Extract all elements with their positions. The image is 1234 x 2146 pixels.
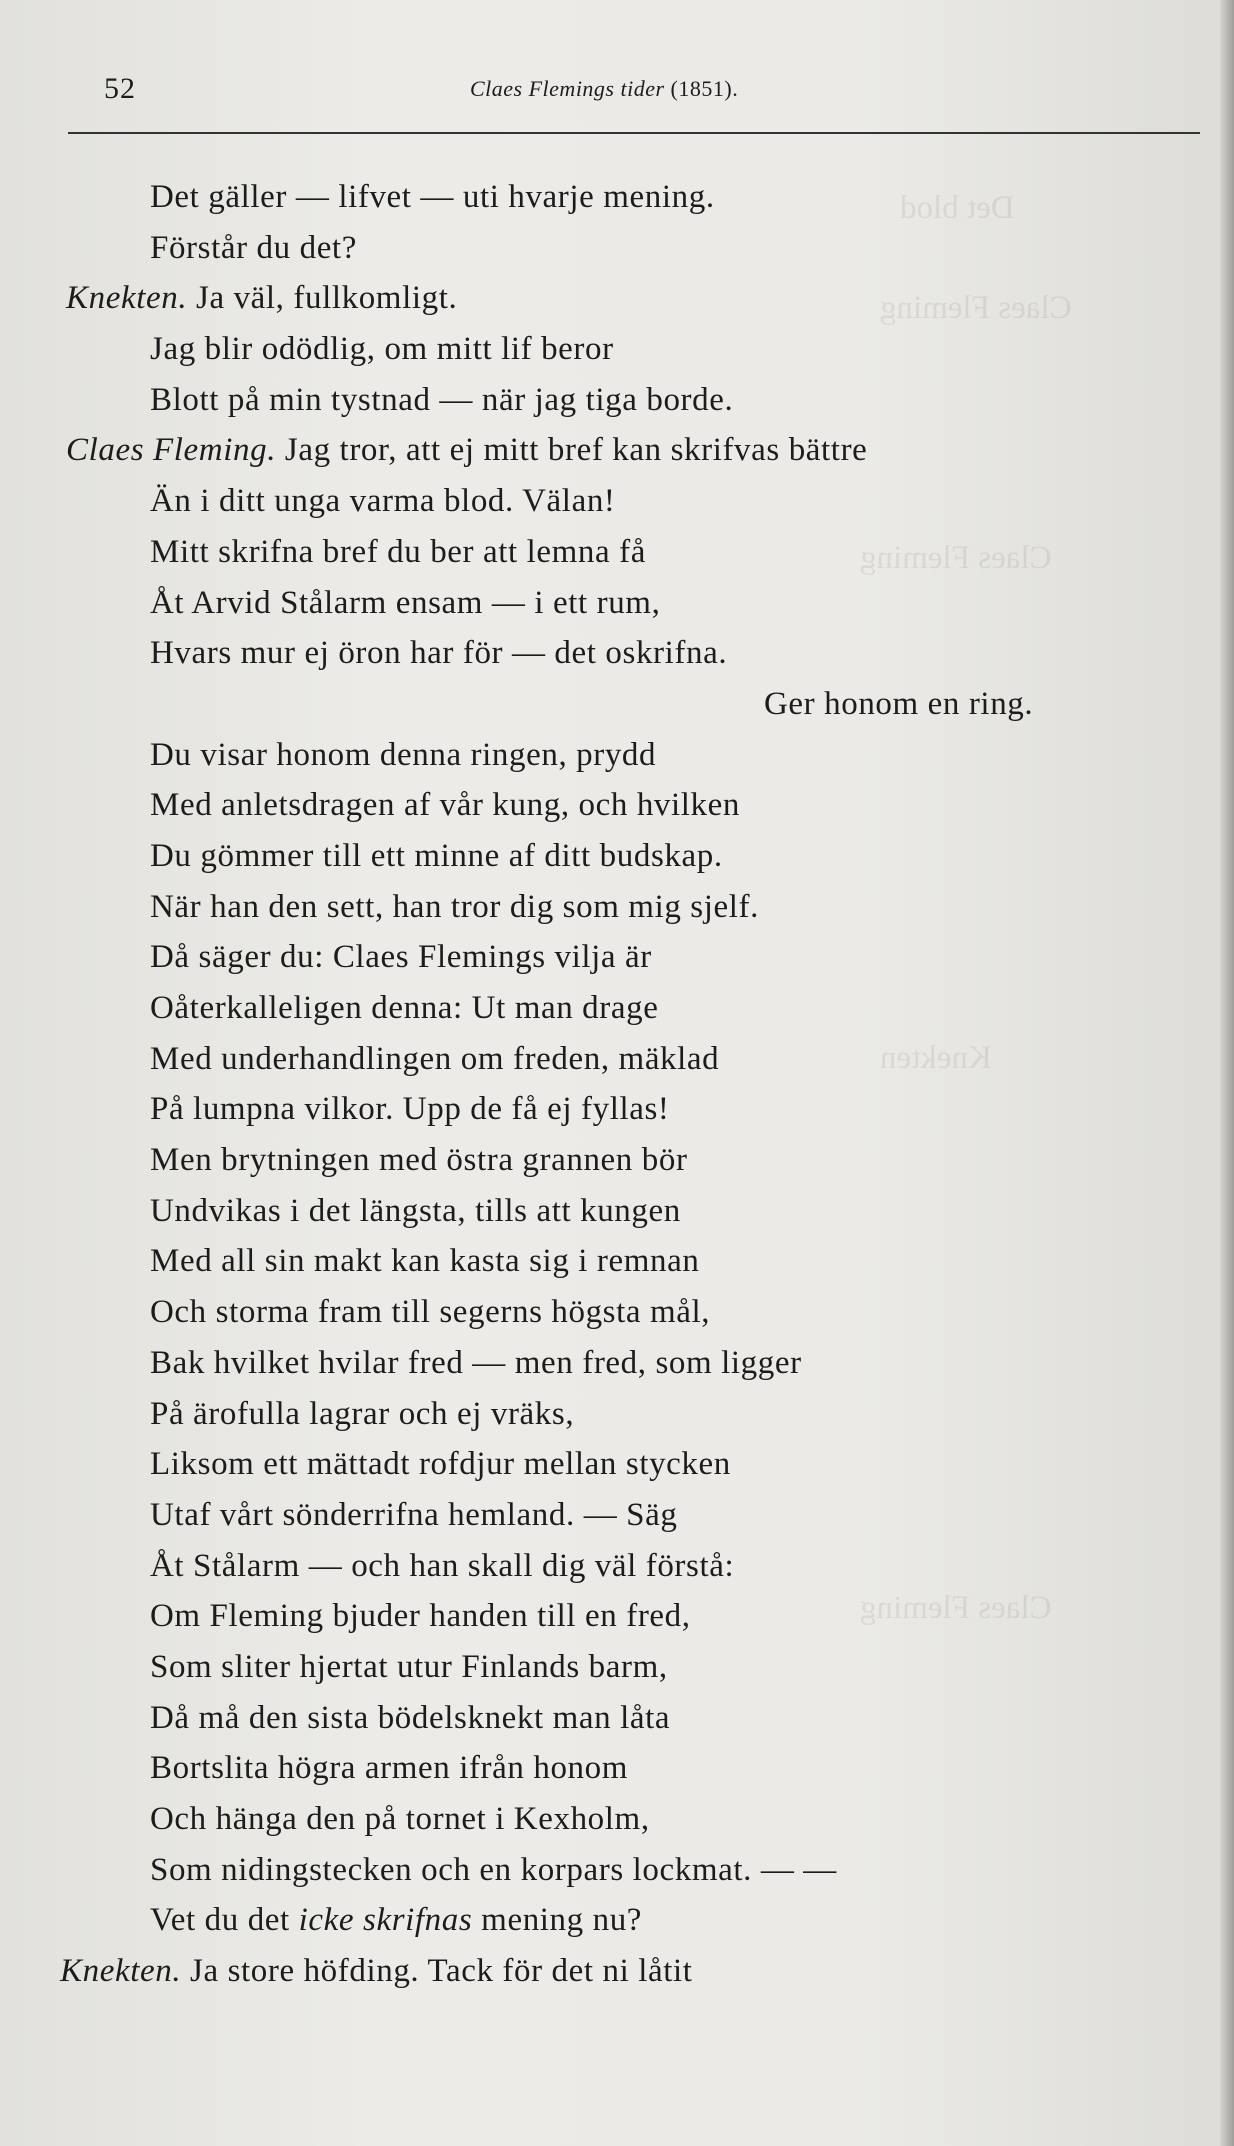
verse-fragment: mening nu? (472, 1902, 643, 1939)
verse-line: Bortslita högra armen ifrån honom (150, 1750, 629, 1787)
verse-line: Förstår du det? (150, 229, 357, 266)
bleed-through-3: Claes Fleming (860, 540, 1052, 576)
speech-text: Ja store höfding. Tack för det ni låtit (190, 1953, 693, 1990)
verse-line: Om Fleming bjuder handen till en fred, (150, 1598, 691, 1635)
verse-line: Med underhandlingen om freden, mäklad (150, 1040, 720, 1077)
verse-line: Som sliter hjertat utur Finlands barm, (150, 1648, 668, 1685)
running-head-year: (1851). (670, 76, 739, 101)
verse-line: Då säger du: Claes Flemings vilja är (150, 939, 652, 976)
verse-line: Undvikas i det längsta, tills att kungen (150, 1192, 681, 1229)
verse-line: Utaf vårt sönderrifna hemland. — Säg (150, 1496, 678, 1533)
verse-line: På lumpna vilkor. Upp de få ej fyllas! (150, 1091, 670, 1128)
emphasis-text: icke skrifnas (298, 1902, 473, 1939)
bleed-through-5: Claes Fleming (860, 1590, 1052, 1626)
running-head (470, 76, 738, 102)
verse-fragment: Vet du det (150, 1902, 299, 1939)
verse-line: Åt Arvid Stålarm ensam — i ett rum, (150, 584, 661, 621)
verse-line: Åt Stålarm — och han skall dig väl förstå: (150, 1547, 735, 1584)
speaker-name: Knekten. (60, 1953, 182, 1990)
page-header (0, 72, 1234, 112)
stage-direction: Ger honom en ring. (764, 685, 1034, 722)
verse-line: Blott på min tystnad — när jag tiga borde. (150, 381, 734, 418)
verse-line: När han den sett, han tror dig som mig sjelf. (150, 888, 759, 925)
verse-line: Det gäller — lifvet — uti hvarje mening. (150, 179, 715, 215)
verse-line: Men brytningen med östra grannen bör (150, 1142, 688, 1179)
verse-line: Och hänga den på tornet i Kexholm, (150, 1801, 650, 1837)
speech-text: Jag tror, att ej mitt bref kan skrifvas bättre (284, 432, 868, 469)
header-rule (68, 132, 1200, 134)
verse-line: Än i ditt unga varma blod. Välan! (150, 483, 616, 520)
verse-line: Som nidingstecken och en korpars lockmat. — — (150, 1851, 837, 1888)
verse-line: Oåterkalleligen denna: Ut man drage (150, 990, 659, 1026)
text-body (0, 172, 1234, 1997)
verse-line: Då må den sista bödelsknekt man låta (150, 1699, 671, 1736)
verse-line: Hvars mur ej öron har för — det oskrifna. (150, 635, 728, 672)
verse-line: Jag blir odödlig, om mitt lif beror (150, 331, 614, 368)
running-head-title: Claes Flemings tider (470, 76, 665, 101)
verse-line: Bak hvilket hvilar fred — men fred, som ligger (150, 1344, 802, 1381)
bleed-through-1: Det blod (900, 190, 1015, 226)
bleed-through-4: Knekten (880, 1040, 992, 1076)
verse-line: Och storma fram till segerns högsta mål, (150, 1294, 711, 1331)
speaker-name: Knekten. (66, 280, 188, 317)
speaker-name: Claes Fleming. (66, 432, 277, 469)
verse-line: Liksom ett mättadt rofdjur mellan stycken (150, 1446, 731, 1483)
page-number: 52 (104, 72, 136, 105)
verse-line (0, 1895, 1234, 1946)
verse-line: Du gömmer till ett minne af ditt budskap. (150, 837, 723, 874)
verse-line: På ärofulla lagrar och ej vräks, (150, 1395, 575, 1432)
speech-line (0, 273, 1234, 324)
speech-line (0, 425, 1234, 476)
verse-line: Mitt skrifna bref du ber att lemna få (150, 533, 646, 570)
verse-line: Med all sin makt kan kasta sig i remnan (150, 1243, 700, 1280)
speech-line (0, 1946, 1234, 1997)
verse-line: Med anletsdragen af vår kung, och hvilken (150, 787, 740, 824)
bleed-through-2: Claes Fleming (880, 290, 1072, 326)
speech-text: Ja väl, fullkomligt. (196, 280, 458, 317)
verse-line: Du visar honom denna ringen, prydd (150, 736, 657, 773)
